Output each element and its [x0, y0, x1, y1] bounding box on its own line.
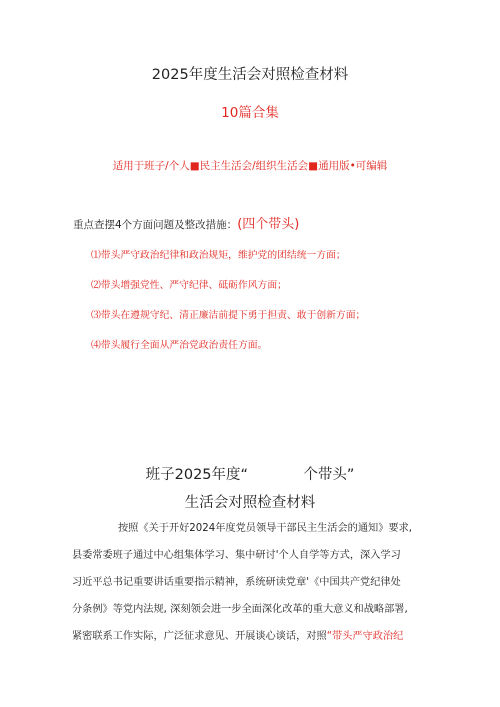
point-item: ⑴带头严守政治纪律和政治规矩，维护党的团结统一方面；	[91, 250, 346, 261]
paragraph-line	[72, 627, 430, 642]
paragraph-line: 按照《关于开好2024年度党员领导干部民主生活会的通知》要求,	[118, 523, 413, 534]
section-title-line2: 生活会对照检查材料	[184, 495, 316, 511]
document-subtitle: 10篇合集	[221, 105, 279, 121]
document-title: 2025年度生活会对照检查材料	[151, 67, 349, 83]
focus-line	[73, 213, 299, 232]
applicability-note: 适用于班子/个人■民主生活会/组织生活会■通用版•可编辑	[112, 160, 388, 172]
paragraph-line-text: 紧密联系工作实际，广泛征求意见、开展谈心谈话，对照	[72, 631, 327, 642]
focus-highlight: (四个带头)	[237, 217, 300, 232]
paragraph-line: 县委常委班子通过中心组集体学习、集中研讨'个人自学等方式，深入学习	[72, 550, 401, 561]
paragraph-line: 习近平总书记重要讲话重要指示精神，系统研读党章'《中国共产党纪律处	[72, 577, 401, 588]
section-title-line1: 班子2025年度“ 个带头”	[145, 467, 355, 483]
paragraph-line: 分条例》等党内法规, 深刻领会进一步全面深化改革的重大意义和战略部署,	[72, 604, 408, 615]
point-item: ⑷带头履行全面从严治党政治责任方面。	[91, 340, 268, 351]
point-item: ⑵带头增强党性、严守纪律、砥砺作风方面；	[91, 280, 287, 291]
focus-prefix: 重点查摆4个方面问题及整改措施：	[73, 219, 238, 231]
paragraph-highlight: “带头严守政治纪	[326, 631, 404, 642]
point-item: ⑶带头在遵规守纪、清正廉洁前提下勇于担责、敢于创新方面；	[91, 310, 366, 321]
